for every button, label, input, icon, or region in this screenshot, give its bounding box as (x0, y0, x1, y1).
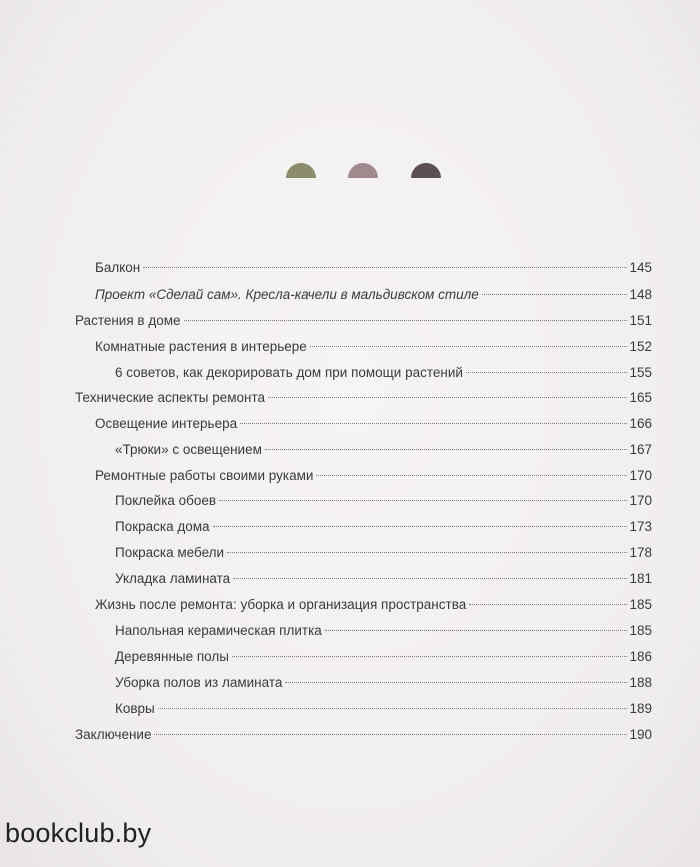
dot-leader (213, 526, 628, 527)
site-watermark: bookclub.by (5, 818, 152, 848)
toc-entry (115, 618, 652, 644)
dot-leader (482, 294, 628, 295)
toc-entry-title: Заключение (75, 727, 152, 742)
toc-entry (115, 644, 652, 670)
toc-entry-page: 190 (629, 727, 652, 742)
toc-entry (115, 670, 652, 696)
toc-entry-page: 170 (629, 493, 652, 508)
toc-entry-title: Покраска дома (115, 519, 210, 534)
toc-entry-title: Балкон (95, 260, 141, 275)
toc-entry-page: 186 (629, 649, 652, 664)
toc-entry-title: Укладка ламината (115, 571, 231, 586)
toc-entry-title: Деревянные полы (115, 649, 229, 664)
dot-leader (233, 578, 627, 579)
toc-entry (95, 282, 652, 308)
toc-entry-page: 170 (629, 468, 652, 483)
toc-entry-page: 185 (629, 597, 652, 612)
toc-entry-title: Комнатные растения в интерьере (95, 339, 307, 354)
toc-entry-title: Жизнь после ремонта: уборка и организация пространства (95, 597, 467, 612)
dark-semicircle-icon (411, 163, 441, 178)
toc-entry (115, 566, 652, 592)
toc-entry-page: 178 (629, 545, 652, 560)
toc-entry (115, 696, 652, 722)
olive-semicircle-icon (286, 163, 316, 178)
dot-leader (240, 423, 627, 424)
toc-entry (115, 488, 652, 514)
toc-entry-title: Технические аспекты ремонта (75, 390, 266, 405)
toc-entry-title: 6 советов, как декорировать дом при помощи растений (115, 365, 463, 380)
toc-entry (95, 411, 652, 437)
dot-leader (232, 656, 627, 657)
toc-entry-page: 145 (629, 260, 652, 275)
dot-leader (158, 708, 628, 709)
dot-leader (316, 475, 627, 476)
toc-entry-page: 167 (629, 442, 652, 457)
toc-entry-title: Освещение интерьера (95, 416, 238, 431)
dot-leader (285, 682, 627, 683)
toc-entry-page: 181 (629, 571, 652, 586)
toc-entry-title: Уборка полов из ламината (115, 675, 283, 690)
toc-entry (115, 540, 652, 566)
dot-leader (184, 320, 628, 321)
toc-entry-page: 165 (629, 390, 652, 405)
toc-entry-page: 189 (629, 701, 652, 716)
dot-leader (154, 734, 627, 735)
toc-entry (115, 437, 652, 463)
toc-entry (95, 255, 652, 281)
dot-leader (227, 552, 627, 553)
toc-entry (95, 334, 652, 360)
dot-leader (219, 500, 627, 501)
toc-entry (75, 308, 652, 334)
toc-entry-title: Проект «Сделай сам». Кресла-качели в мальдивском стиле (95, 287, 479, 302)
dot-leader (310, 346, 628, 347)
toc-entry (75, 722, 652, 748)
decorative-dots (0, 163, 700, 179)
toc-entry (95, 463, 652, 489)
toc-entry-title: Ремонтные работы своими руками (95, 468, 314, 483)
toc-entry-title: Покраска мебели (115, 545, 225, 560)
dot-leader (325, 630, 628, 631)
toc-entry-title: Поклейка обоев (115, 493, 217, 508)
mauve-semicircle-icon (348, 163, 378, 178)
dot-leader (466, 372, 628, 373)
dot-leader (469, 604, 627, 605)
toc-entry-title: «Трюки» с освещением (115, 442, 262, 457)
toc-entry-title: Растения в доме (75, 313, 181, 328)
toc-entry-page: 148 (629, 287, 652, 302)
dot-leader (268, 397, 627, 398)
toc-entry-page: 155 (629, 365, 652, 380)
dot-leader (265, 449, 628, 450)
toc-entry-page: 166 (629, 416, 652, 431)
toc-entry-page: 188 (629, 675, 652, 690)
toc-entry-page: 151 (629, 313, 652, 328)
toc-entry-title: Напольная керамическая плитка (115, 623, 322, 638)
toc-entry-title: Ковры (115, 701, 155, 716)
toc-entry (75, 385, 652, 411)
dot-leader (143, 267, 627, 268)
toc-entry-page: 173 (629, 519, 652, 534)
toc-entry-page: 152 (629, 339, 652, 354)
toc-entry (115, 360, 652, 386)
toc-entry-page: 185 (629, 623, 652, 638)
toc-entry (115, 514, 652, 540)
toc-entry (95, 592, 652, 618)
